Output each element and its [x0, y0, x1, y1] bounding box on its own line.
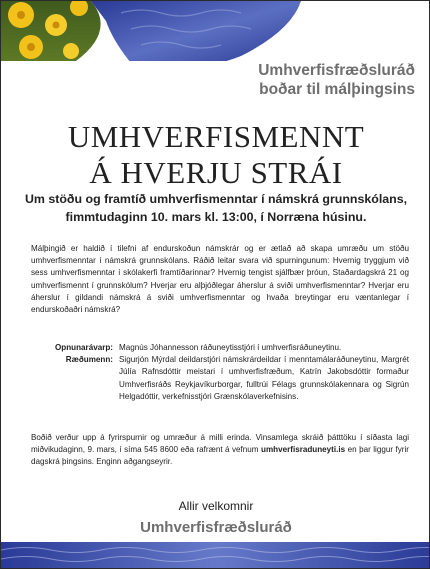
speakers-value: Sigurjón Mýrdal deildarstjóri námskrárdeildar í menntamálaráðuneytinu, Margrét Júlía Rafnsdóttir meistari í umhverfisfræðum, Katrín Jakobsdóttir formaður Umhverfisráðs Reykjavíkurborgar, fulltrúi Félags grunnskólakennara og Sigrún Helgadóttir, verkefnisstjóri Grænskólaverkefnisins.	[119, 355, 409, 401]
opening-row	[31, 342, 409, 354]
speakers-row	[31, 354, 409, 403]
subtitle-line-1: Um stöðu og framtíð umhverfismenntar í námskrá grunnskólans,	[24, 192, 408, 206]
invite-line: boðar til málþingsins	[259, 81, 415, 98]
organizer-header	[175, 61, 415, 99]
opening-label: Opnunarávarp:	[54, 343, 113, 352]
footer-organizer: Umhverfisfræðsluráð	[140, 519, 292, 536]
title-line-2: Á HVERJU STRÁI	[89, 155, 343, 190]
subtitle-line-2: fimmtudaginn 10. mars kl. 13:00, í Norræna húsinu.	[65, 210, 367, 224]
website-link[interactable]: umhverfisraduneyti.is	[261, 445, 346, 455]
event-subtitle	[1, 190, 430, 226]
title-line-1: UMHVERFISMENNT	[67, 119, 365, 154]
organizer-name: Umhverfisfræðsluráð	[258, 62, 415, 79]
water-image	[91, 1, 301, 61]
bottom-water-band	[1, 542, 430, 568]
closing-text-before: Boðið verður upp á fyrirspurnir og umræður á milli erinda. Vinsamlega skráið þátttöku í síðasta lagi miðvikudaginn, 9. mars, í síma 545 8600 eða rafrænt á vefnum	[31, 433, 409, 455]
opening-value: Magnús Jóhannesson ráðuneytisstjóri í umhverfisráðuneytinu.	[119, 343, 342, 352]
hero-image	[1, 1, 430, 61]
closing-text-after: en þar liggur fyrir dagskrá þingsins. Enginn aðgangseyrir.	[31, 445, 409, 467]
speakers-label: Ræðumenn:	[65, 355, 113, 365]
closing-paragraph	[31, 432, 409, 469]
intro-paragraph: Málþingið er haldið í tilefni af endurskoðun námskrár og er ætlað að skapa umræðu um stöðu umhverfismenntar í námskrá grunnskólans. Ráðið leitar svara við spurningunum: Hvernig tryggjum við sess umhverfismenntar í skólakerfi framtíðarinnar? Hvernig tengist sjálfbær þróun, Staðardagskrá 21 og umhverfismennt í grunnskólum? Hverjar eru alþjóðlegar áherslur á sviði umhverfismenntar? Hverjar eru áherslur í gildandi námskrá á sviði umhverfismenntar og hvaða breytingar eru væntanlegar í endurskoðaðri námskrá?	[31, 244, 409, 315]
welcome-text: Allir velkomnir	[178, 499, 254, 513]
speaker-list	[31, 342, 409, 403]
event-title	[1, 119, 430, 191]
